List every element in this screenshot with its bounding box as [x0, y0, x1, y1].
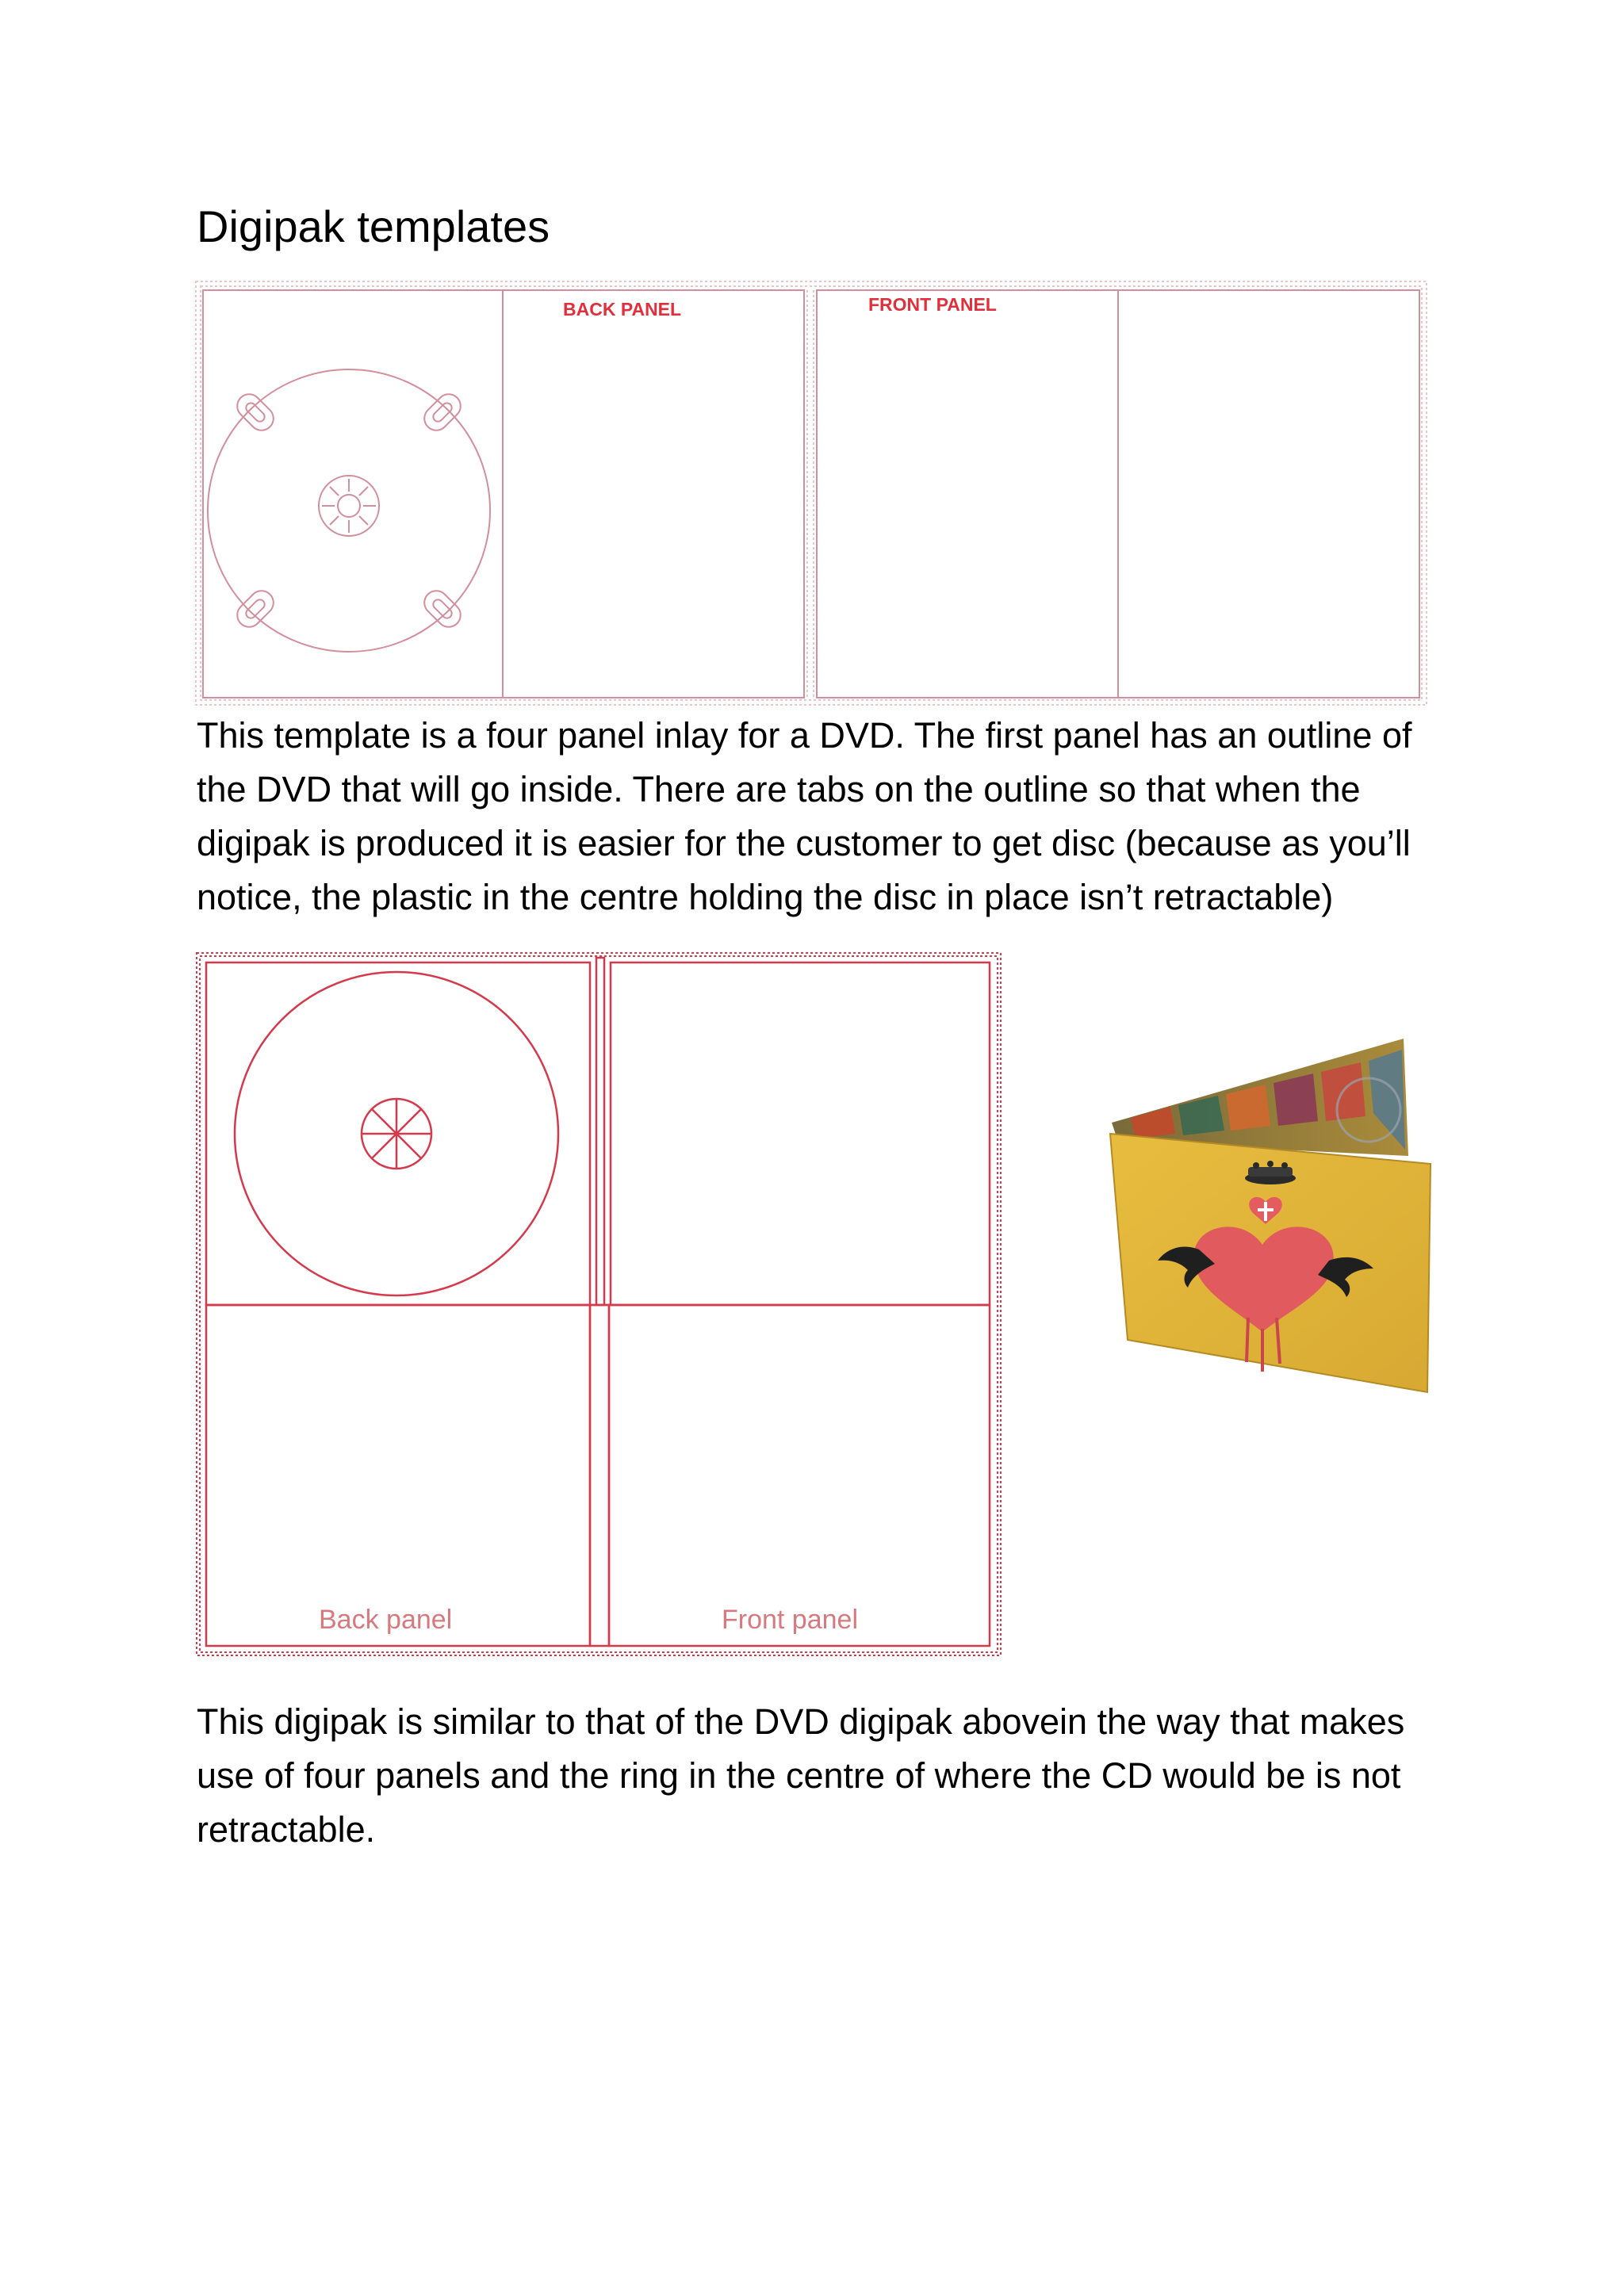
cd-panel-bottom-right — [609, 1305, 990, 1646]
dvd-panel-4 — [1118, 290, 1419, 698]
dvd-back-panel-label: BACK PANEL — [563, 299, 682, 320]
dvd-panel-2 — [503, 290, 804, 698]
disc-outline-icon — [208, 369, 490, 652]
cd-disc-outline-icon — [235, 972, 558, 1295]
cd-panel-bottom-left — [206, 1305, 590, 1646]
paragraph-cd-description: This digipak is similar to that of the DVD digipak abovein the way that makes use of four panels and the ring in the centre of where the CD would be is not retractable. — [197, 1701, 1405, 1850]
dvd-front-panel-label: FRONT PANEL — [868, 294, 997, 315]
digipak-photo — [1107, 1031, 1453, 1403]
cd-template-figure — [195, 950, 1004, 1660]
cd-back-panel-label: Back panel — [319, 1605, 453, 1635]
dvd-panel-1 — [203, 290, 503, 698]
cd-panel-top-right — [611, 962, 990, 1305]
dvd-template-figure — [195, 281, 1429, 707]
dvd-panel-3 — [817, 290, 1118, 698]
paragraph-dvd-description: This template is a four panel inlay for a DVD. The first panel has an outline of the DVD that will go inside. There are tabs on the outline so that when the digipak is produced it is easier for the customer to get disc (because as you’ll notice, the plastic in the centre holding the disc in place isn’t retractable) — [197, 715, 1412, 917]
cd-front-panel-label: Front panel — [722, 1605, 858, 1635]
page-title: Digipak templates — [197, 201, 550, 251]
